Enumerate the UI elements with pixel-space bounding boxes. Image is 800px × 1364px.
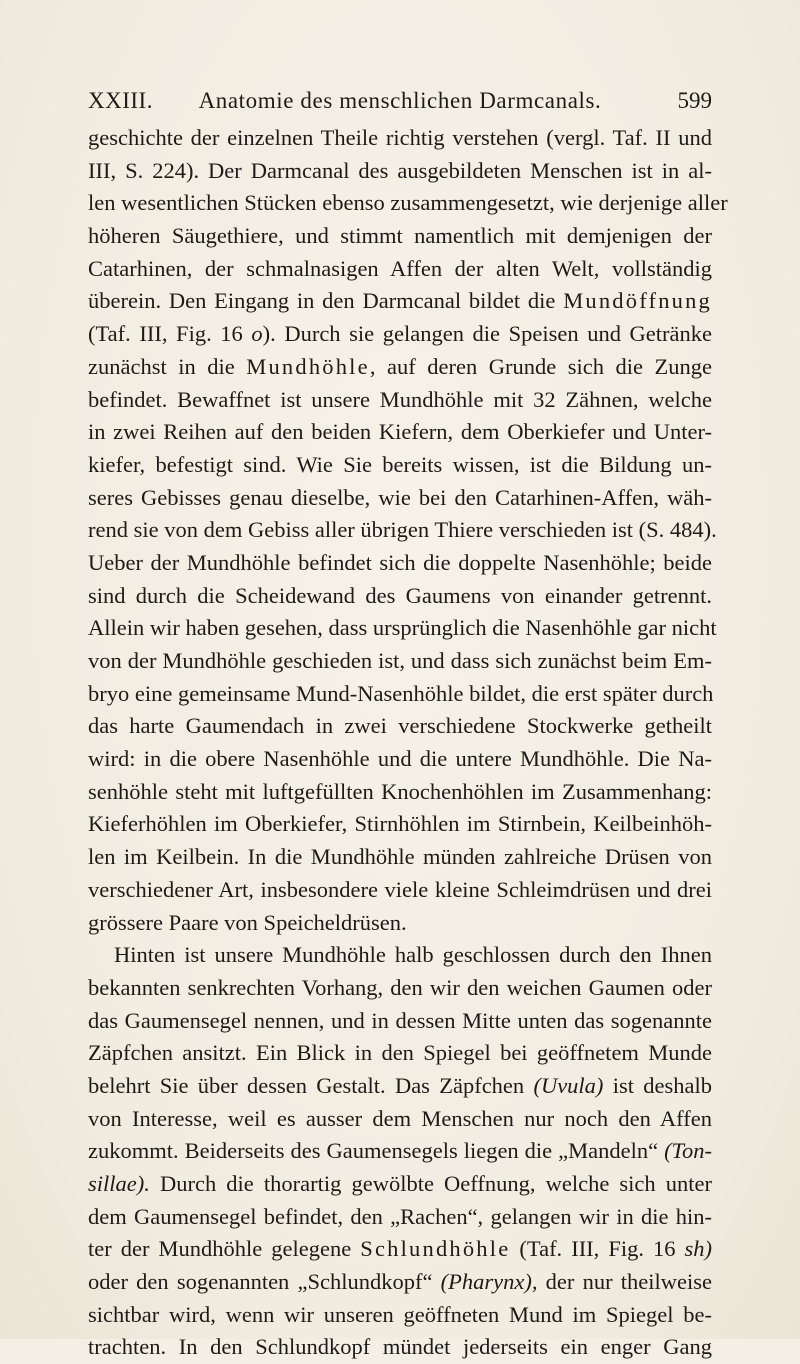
italic-term: (Uvula) xyxy=(533,1072,604,1098)
text-segment: von der Mundhöhle geschieden ist, und dass sich zunächst beim Em- xyxy=(88,648,712,673)
text-segment: verschiedener Art, insbesondere viele kleine Schleimdrüsen und drei xyxy=(88,876,712,902)
spaced-term: Mundöffnung xyxy=(563,288,712,314)
text-segment: ist deshalb xyxy=(603,1072,712,1098)
text-segment: bryo eine gemeinsame Mund-Nasenhöhle bildet, die erst später durch xyxy=(88,680,714,706)
text-line xyxy=(88,514,717,547)
text-line xyxy=(88,1233,712,1266)
text-line xyxy=(88,1037,712,1070)
text-line xyxy=(88,547,712,580)
text-line xyxy=(88,1299,712,1332)
text-line xyxy=(88,253,712,286)
text-segment: sind durch die Scheidewand des Gaumens von einander getrennt. xyxy=(88,582,712,608)
italic-term: (Ton- xyxy=(664,1138,712,1164)
text-segment: Allein wir haben gesehen, dass ursprünglich die Nasenhöhle gar nicht xyxy=(88,615,717,641)
text-segment: der nur theilweise xyxy=(537,1269,712,1295)
text-segment: das harte Gaumendach in zwei verschiedene Stockwerke getheilt xyxy=(88,713,712,739)
text-line xyxy=(88,449,712,482)
italic-term: o xyxy=(251,321,263,347)
text-line xyxy=(88,1005,712,1038)
text-line xyxy=(88,155,712,188)
text-segment: dem Gaumensegel befindet, den „Rachen“, gelangen wir in die hin- xyxy=(88,1203,712,1229)
text-segment: trachten. In den Schlundkopf mündet jederseits ein enger Gang xyxy=(88,1334,712,1360)
text-segment: (Taf. III, Fig. 16 xyxy=(88,321,252,347)
text-line xyxy=(88,841,712,874)
text-segment: befindet. Bewaffnet ist unsere Mundhöhle mit 32 Zähnen, welche xyxy=(88,386,712,412)
text-line xyxy=(88,776,712,809)
text-segment: überein. Den Eingang in den Darmcanal bildet die xyxy=(88,288,564,314)
chapter-number: XXIII. xyxy=(88,88,153,113)
text-line xyxy=(88,678,712,711)
running-title: Anatomie des menschlichen Darmcanals. xyxy=(198,88,602,113)
text-line xyxy=(88,874,712,907)
text-line xyxy=(88,285,712,318)
text-line xyxy=(88,1135,712,1168)
text-segment: höheren Säugethiere, und stimmt namentlich mit demjenigen der xyxy=(88,223,712,249)
text-segment: oder den sogenannten „Schlundkopf“ xyxy=(88,1269,441,1295)
text-segment: das Gaumensegel nennen, und in dessen Mitte unten das sogenannte xyxy=(88,1007,712,1033)
text-segment: zukommt. Beiderseits des Gaumensegels liegen die „Mandeln“ xyxy=(88,1138,665,1164)
text-segment: bekannten senkrechten Vorhang, den wir den weichen Gaumen oder xyxy=(88,974,712,1000)
spaced-term: Mundhöhle xyxy=(246,353,370,379)
text-line xyxy=(88,1266,712,1299)
text-segment: belehrt Sie über dessen Gestalt. Das Zäpfchen xyxy=(88,1072,534,1098)
text-line xyxy=(88,122,712,155)
text-line xyxy=(88,416,712,449)
text-line xyxy=(88,612,717,645)
text-line xyxy=(88,1168,712,1201)
text-segment: rend sie von dem Gebiss aller übrigen Thiere verschieden ist (S. 484). xyxy=(88,517,717,543)
text-line xyxy=(88,580,712,613)
text-segment: ter der Mundhöhle gelegene xyxy=(88,1236,361,1262)
text-segment: Ueber der Mundhöhle befindet sich die doppelte Nasenhöhle; beide xyxy=(88,549,712,575)
text-segment: geschichte der einzelnen Theile richtig verstehen (vergl. Taf. II und xyxy=(88,125,712,150)
text-segment: Hinten ist unsere Mundhöhle halb geschlossen durch den Ihnen xyxy=(114,942,712,968)
text-segment: Catarhinen, der schmalnasigen Affen der alten Welt, vollständig xyxy=(88,255,712,281)
text-segment: len im Keilbein. In die Mundhöhle münden zahlreiche Drüsen von xyxy=(88,844,712,870)
text-line xyxy=(88,1103,712,1136)
text-segment: wird: in die obere Nasenhöhle und die untere Mundhöhle. Die Na- xyxy=(88,746,712,772)
text-line xyxy=(88,1070,712,1103)
text-segment: in zwei Reihen auf den beiden Kiefern, dem Oberkiefer und Unter- xyxy=(88,419,712,445)
text-line xyxy=(88,1201,712,1234)
spaced-term: Schlundhöhle xyxy=(360,1236,511,1262)
text-line xyxy=(88,482,712,515)
page-number: 599 xyxy=(677,88,712,113)
text-segment: Zäpfchen ansitzt. Ein Blick in den Spiegel bei geöffnetem Munde xyxy=(88,1040,712,1066)
text-segment: ). Durch sie gelangen die Speisen und Getränke xyxy=(262,321,712,347)
text-line xyxy=(88,972,712,1005)
text-line xyxy=(88,710,712,743)
text-line xyxy=(88,318,712,351)
text-line xyxy=(88,808,712,841)
text-line xyxy=(88,220,712,253)
text-segment: III, S. 224). Der Darmcanal des ausgebildeten Menschen ist in al- xyxy=(88,157,712,183)
text-line xyxy=(88,351,712,384)
text-segment: von Interesse, weil es ausser dem Menschen nur noch den Affen xyxy=(88,1105,712,1131)
body-text xyxy=(88,122,728,1364)
text-segment: grössere Paare von Speicheldrüsen. xyxy=(88,909,407,935)
text-segment: kiefer, befestigt sind. Wie Sie bereits wissen, ist die Bildung un- xyxy=(88,451,712,477)
italic-term: sh) xyxy=(684,1236,713,1262)
text-segment: senhöhle steht mit luftgefüllten Knochenhöhlen im Zusammenhang: xyxy=(88,778,712,804)
text-segment: (Taf. III, Fig. 16 xyxy=(510,1236,685,1262)
text-segment: len wesentlichen Stücken ebenso zusammengesetzt, wie derjenige aller xyxy=(88,190,728,216)
text-segment: Kieferhöhlen im Oberkiefer, Stirnhöhlen im Stirnbein, Keilbeinhöh- xyxy=(88,811,712,837)
text-line xyxy=(88,1331,712,1364)
text-segment: sichtbar wird, wenn wir unseren geöffneten Mund im Spiegel be- xyxy=(88,1301,712,1327)
text-line xyxy=(88,645,712,678)
text-segment: Durch die thorartig gewölbte Oeffnung, welche sich unter xyxy=(149,1171,712,1196)
text-line xyxy=(88,939,712,972)
text-line xyxy=(88,907,712,940)
text-line xyxy=(88,187,728,220)
text-segment: seres Gebisses genau dieselbe, wie bei den Catarhinen-Affen, wäh- xyxy=(88,484,712,510)
text-line xyxy=(88,743,712,776)
running-head xyxy=(88,86,712,116)
text-segment: zunächst in die xyxy=(88,353,247,379)
italic-term: (Pharynx), xyxy=(440,1269,538,1295)
italic-term: sillae). xyxy=(88,1171,150,1196)
text-line xyxy=(88,384,712,417)
text-segment: , auf deren Grunde sich die Zunge xyxy=(369,353,712,379)
